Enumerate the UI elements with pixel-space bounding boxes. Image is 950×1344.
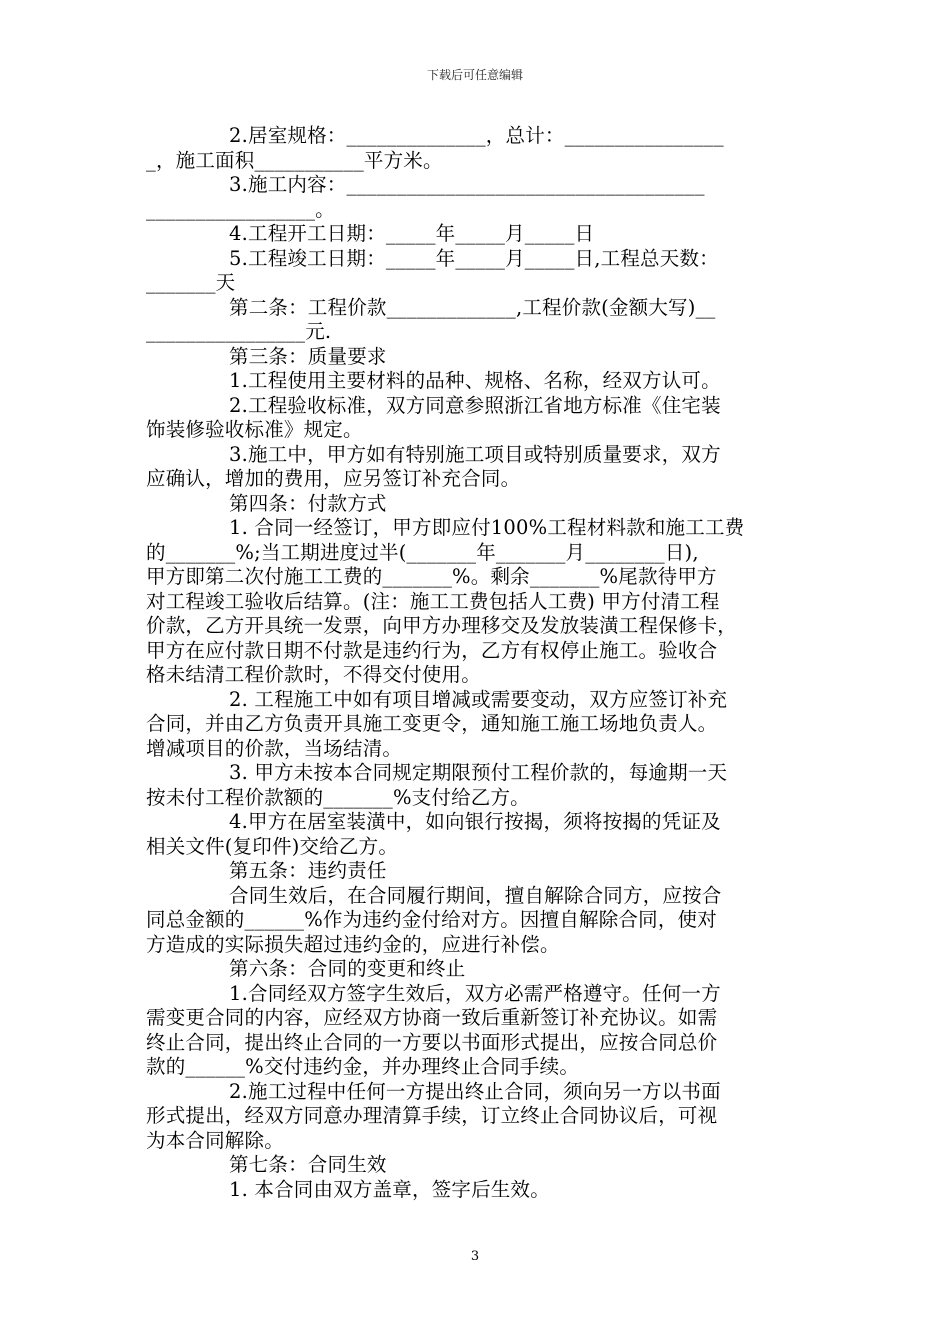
text-line: 1. 本合同由双方盖章，签字后生效。: [229, 1177, 550, 1201]
text-line: 2.工程验收标准，双方同意参照浙江省地方标准《住宅装: [229, 393, 721, 417]
text-line: 为本合同解除。: [146, 1128, 284, 1152]
text-line: _______天: [146, 271, 236, 294]
text-line: 款的______%交付违约金，并办理终止合同手续。: [146, 1055, 580, 1078]
text-line: 价款，乙方开具统一发票，向甲方办理移交及发放装潢工程保修卡，: [146, 614, 738, 637]
text-line: 形式提出，经双方同意办理清算手续，订立终止合同协议后，可视: [146, 1104, 718, 1127]
page-header: 下载后可任意编辑: [426, 68, 523, 82]
text-line: 甲方在应付款日期不付款是违约行为，乙方有权停止施工。验收合: [146, 638, 718, 662]
text-line: 甲方即第二次付施工工费的_______%。剩余_______%尾款待甲方: [146, 565, 717, 588]
text-line: 3.施工内容：____________________________________: [229, 173, 705, 196]
text-line: 应确认，增加的费用，应另签订补充合同。: [146, 467, 521, 490]
text-line: ________________元.: [146, 320, 332, 343]
text-line: 方造成的实际损失超过违约金的，应进行补偿。: [146, 932, 560, 956]
text-line: 3.施工中，甲方如有特别施工项目或特别质量要求，双方: [229, 442, 721, 466]
document-body: [146, 124, 806, 1202]
text-line: 第六条：合同的变更和终止: [229, 957, 466, 980]
text-line: 第三条：质量要求: [229, 344, 387, 368]
text-line: 1. 合同一经签订，甲方即应付100%工程材料款和施工工费: [229, 516, 745, 539]
text-line: 2. 工程施工中如有项目增减或需要变动，双方应签订补充: [229, 687, 728, 711]
text-line: 饰装修验收标准》规定。: [146, 418, 363, 441]
text-line: 相关文件(复印件)交给乙方。: [146, 834, 399, 858]
text-line: 第七条：合同生效: [229, 1153, 387, 1176]
text-line: 需变更合同的内容，应经双方协商一致后重新签订补充协议。如需: [146, 1006, 718, 1029]
text-line: 第五条：违约责任: [229, 859, 387, 882]
text-line: 的_______%;当工期进度过半(_______年_______月________日),: [146, 540, 699, 564]
text-line: 2.施工过程中任何一方提出终止合同，须向另一方以书面: [229, 1079, 721, 1103]
text-line: 1.工程使用主要材料的品种、规格、名称，经双方认可。: [229, 369, 721, 392]
text-line: 格未结清工程价款时，不得交付使用。: [146, 663, 481, 686]
text-line: 3. 甲方未按本合同规定期限预付工程价款的，每逾期一天: [229, 761, 728, 784]
text-line: _________________。: [146, 197, 335, 221]
text-line: 按未付工程价款额的_______%支付给乙方。: [146, 785, 530, 809]
text-line: 合同，并由乙方负责开具施工变更令，通知施工施工场地负责人。: [146, 712, 718, 735]
text-line: 5.工程竣工日期：_____年_____月_____日,工程总天数：: [229, 246, 719, 270]
page-number: 3: [470, 1249, 480, 1264]
text-line: 同总金额的______%作为违约金付给对方。因擅自解除合同，使对: [146, 908, 717, 931]
text-line: 合同生效后，在合同履行期间，擅自解除合同方，应按合: [229, 883, 722, 907]
text-line: 第四条：付款方式: [229, 491, 387, 515]
text-line: 1.合同经双方签字生效后，双方必需严格遵守。任何一方: [229, 981, 721, 1005]
text-line: 对工程竣工验收后结算。(注：施工工费包括人工费) 甲方付清工程: [146, 589, 720, 613]
text-line: 2.居室规格：______________，总计：________________: [229, 124, 724, 147]
text-line: 终止合同，提出终止合同的一方要以书面形式提出，应按合同总价: [146, 1030, 718, 1054]
text-line: _，施工面积___________平方米。: [146, 148, 443, 172]
text-line: 4.甲方在居室装潢中，如向银行按揭，须将按揭的凭证及: [229, 810, 721, 833]
text-line: 增减项目的价款，当场结清。: [146, 736, 403, 760]
text-line: 第二条：工程价款_____________,工程价款(金额大写)__: [229, 295, 716, 319]
text-line: 4.工程开工日期：_____年_____月_____日: [229, 222, 595, 245]
